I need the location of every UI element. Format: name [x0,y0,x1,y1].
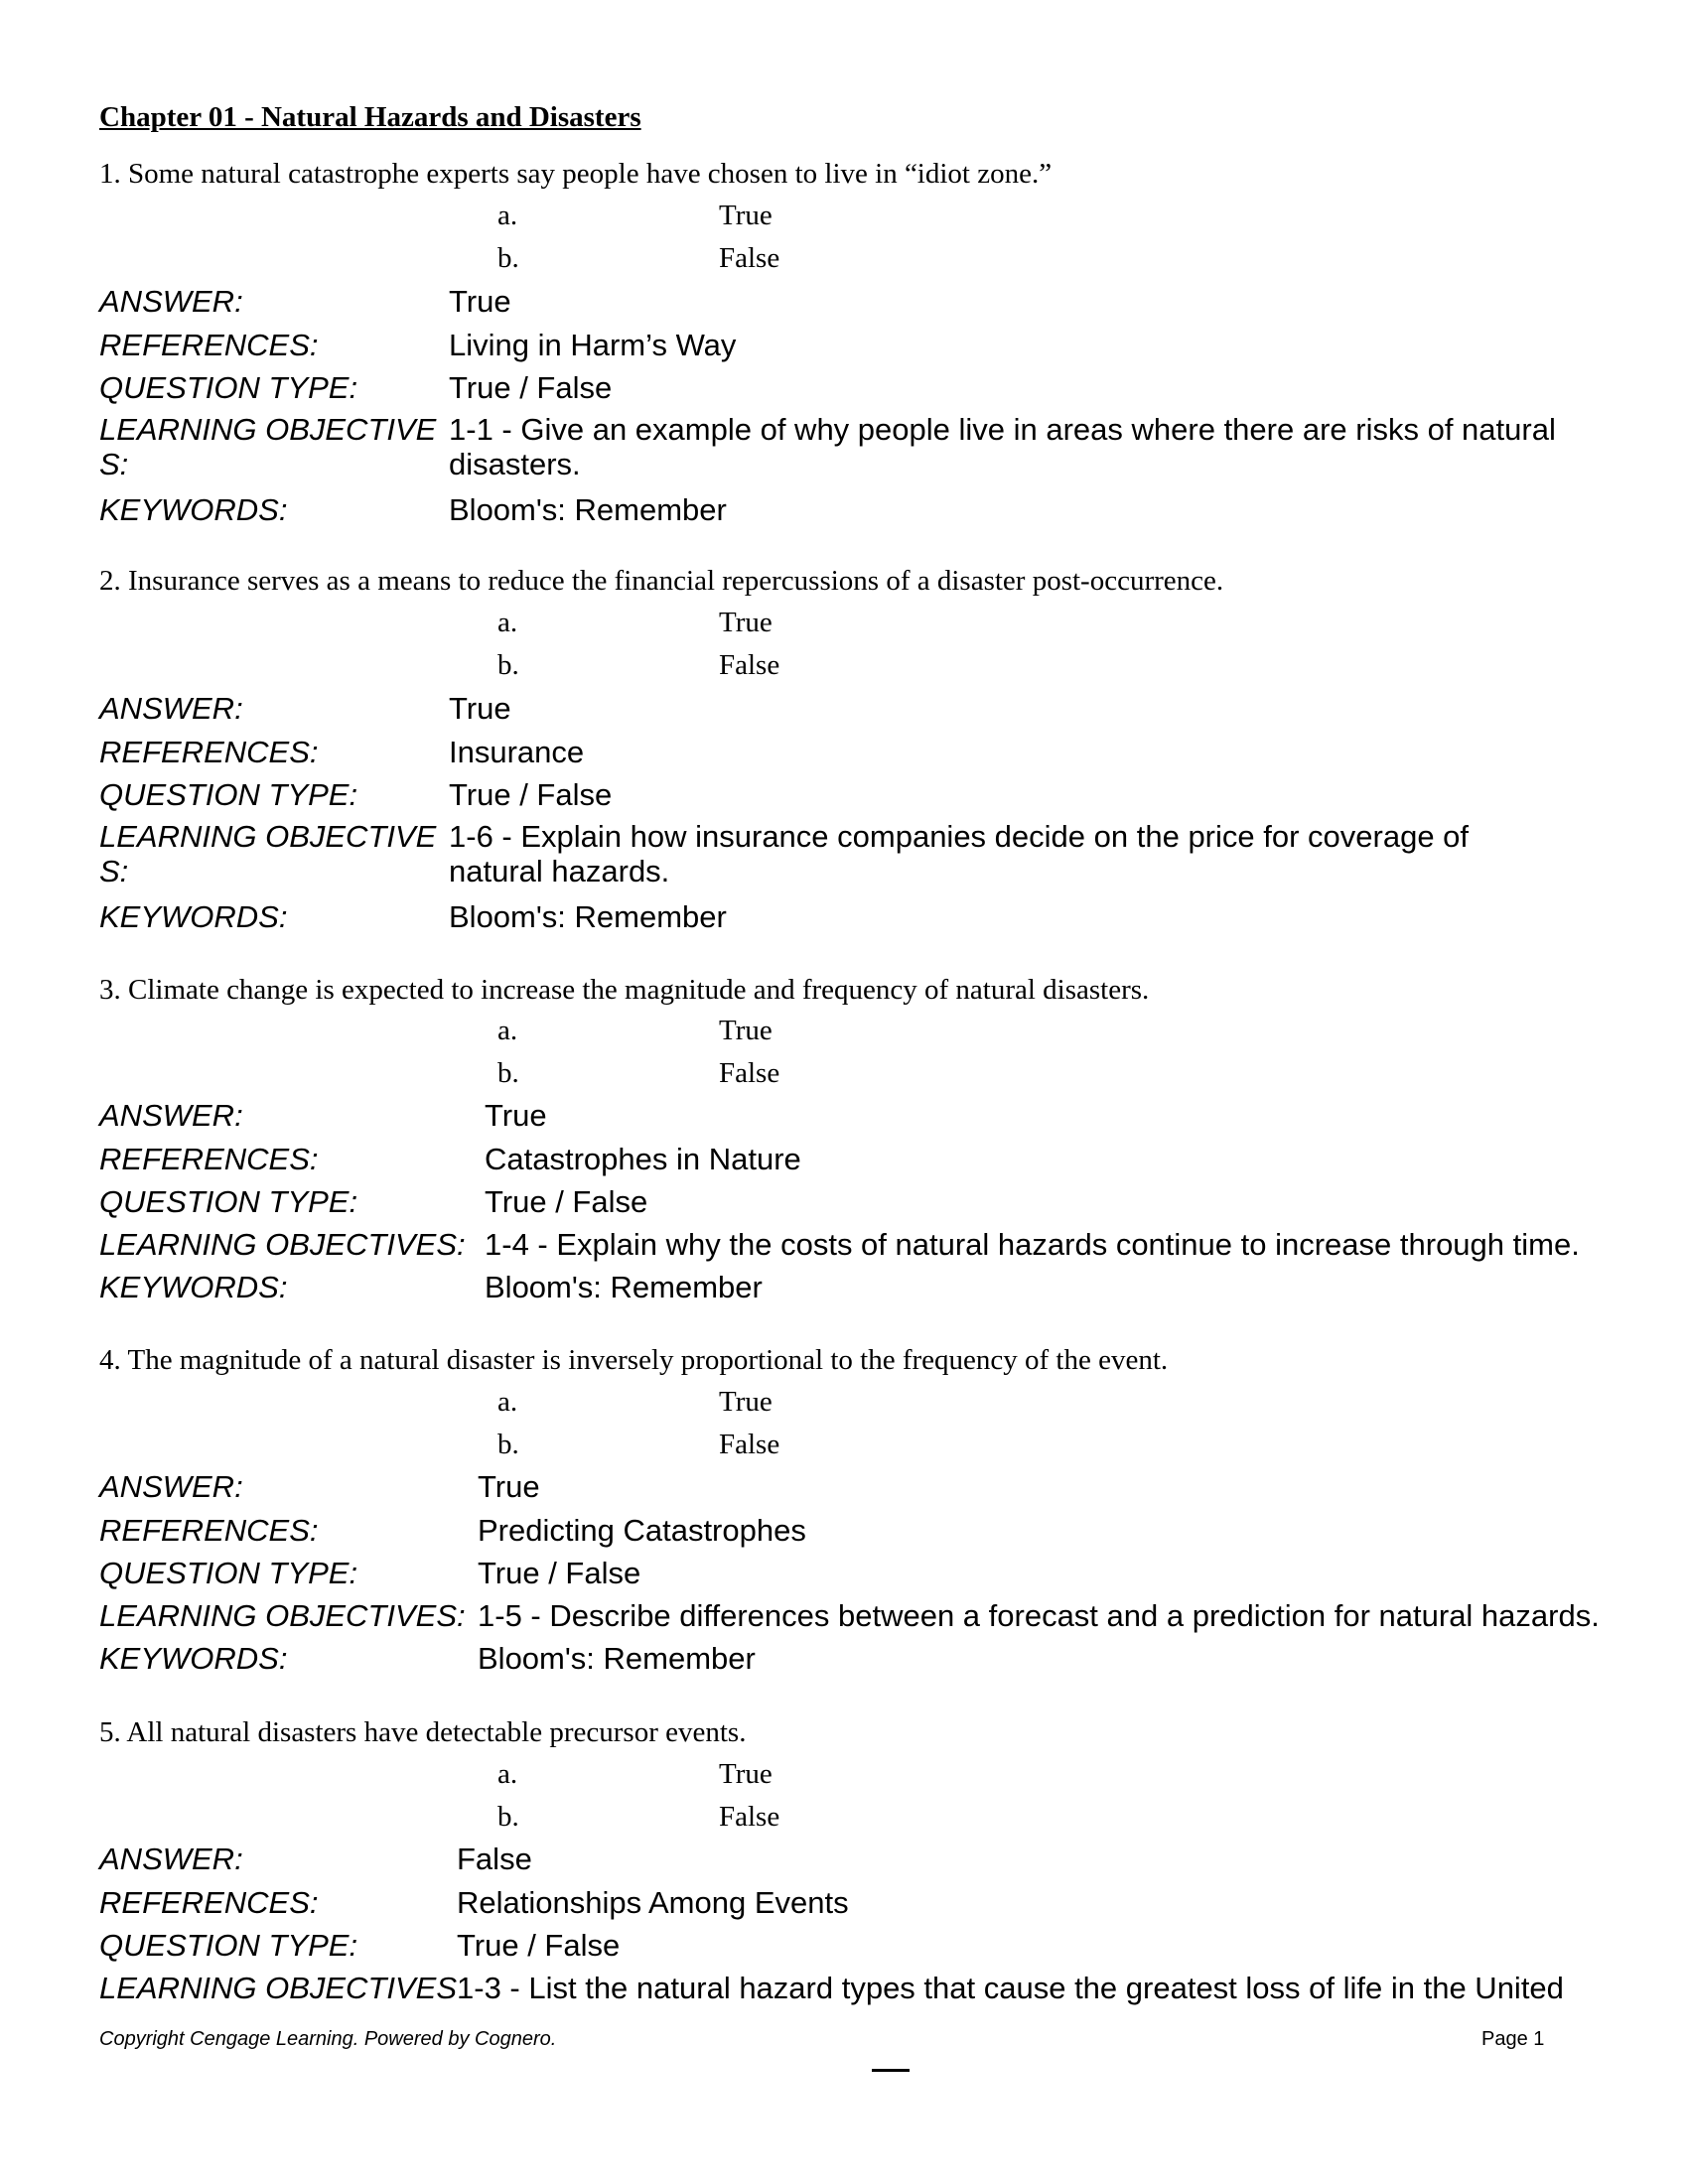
option-a-value: True [719,1015,773,1046]
learning-objectives-value: 1-6 - Explain how insurance companies decide on the price for coverage of natural hazards. [449,819,1470,888]
answer-label: ANSWER: [99,1842,243,1876]
option-a-value: True [719,1758,773,1790]
page-number: Page 1 [1481,2028,1545,2050]
option-b-letter: b. [497,1057,519,1089]
keywords-label: KEYWORDS: [99,1270,288,1304]
references-label: REFERENCES: [99,1885,319,1920]
question-type-label: QUESTION TYPE: [99,1556,358,1590]
learning-objectives-value: 1-4 - Explain why the costs of natural hazards continue to increase through time. [485,1227,1580,1262]
references-value: Living in Harm’s Way [449,328,737,362]
option-b-letter: b. [497,649,519,681]
answer-value: False [457,1842,532,1876]
learning-objectives-value: 1-1 - Give an example of why people live in areas where there are risks of natural disasters. [449,412,1556,481]
learning-objectives-label: LEARNING OBJECTIVES [99,1971,458,2005]
answer-value: True [478,1469,540,1504]
question-type-label: QUESTION TYPE: [99,1184,358,1219]
keywords-label: KEYWORDS: [99,492,288,527]
references-label: REFERENCES: [99,328,319,362]
question-type-value: True / False [485,1184,648,1219]
answer-label: ANSWER: [99,1469,243,1504]
option-a-value: True [719,200,773,231]
copyright-footer: Copyright Cengage Learning. Powered by Cognero. [99,2028,557,2050]
option-b-value: False [719,649,780,681]
references-value: Catastrophes in Nature [485,1142,801,1176]
learning-objectives-label: LEARNING OBJECTIVES: [99,1227,466,1262]
keywords-value: Bloom's: Remember [485,1270,763,1304]
chapter-title: Chapter 01 - Natural Hazards and Disasters [99,101,641,133]
learning-objectives-label: LEARNING OBJECTIVES: [99,1598,466,1633]
keywords-value: Bloom's: Remember [478,1641,756,1676]
keywords-value: Bloom's: Remember [449,899,727,934]
answer-value: True [449,691,511,726]
learning-objectives-label: LEARNING OBJECTIVE S: [99,412,437,481]
learning-objectives-value: 1-5 - Describe differences between a forecast and a prediction for natural hazards. [478,1598,1600,1633]
question-text: 2. Insurance serves as a means to reduce the financial repercussions of a disaster post-occurrence. [99,565,1224,597]
question-type-value: True / False [478,1556,641,1590]
keywords-label: KEYWORDS: [99,899,288,934]
references-value: Relationships Among Events [457,1885,849,1920]
option-a-letter: a. [497,200,518,231]
option-a-letter: a. [497,607,518,638]
question-type-value: True / False [457,1928,621,1963]
option-b-value: False [719,1801,780,1833]
keywords-label: KEYWORDS: [99,1641,288,1676]
question-type-value: True / False [449,370,613,405]
option-a-letter: a. [497,1015,518,1046]
answer-value: True [449,284,511,319]
learning-objectives-value: 1-3 - List the natural hazard types that cause the greatest loss of life in the United [457,1971,1564,2005]
question-type-value: True / False [449,777,613,812]
page-break-mark [872,2069,910,2072]
option-b-value: False [719,1429,780,1460]
option-b-letter: b. [497,242,519,274]
answer-label: ANSWER: [99,284,243,319]
option-a-value: True [719,607,773,638]
option-a-letter: a. [497,1386,518,1418]
learning-objectives-label: LEARNING OBJECTIVE S: [99,819,437,888]
references-label: REFERENCES: [99,1142,319,1176]
option-b-letter: b. [497,1801,519,1833]
question-text: 1. Some natural catastrophe experts say people have chosen to live in “idiot zone.” [99,158,1053,190]
question-type-label: QUESTION TYPE: [99,370,358,405]
references-label: REFERENCES: [99,1513,319,1548]
question-type-label: QUESTION TYPE: [99,777,358,812]
references-value: Insurance [449,735,585,769]
references-label: REFERENCES: [99,735,319,769]
option-b-value: False [719,1057,780,1089]
question-type-label: QUESTION TYPE: [99,1928,358,1963]
option-b-value: False [719,242,780,274]
question-text: 3. Climate change is expected to increase the magnitude and frequency of natural disasters. [99,974,1150,1006]
option-a-value: True [719,1386,773,1418]
question-text: 4. The magnitude of a natural disaster is inversely proportional to the frequency of the event. [99,1344,1169,1376]
answer-label: ANSWER: [99,691,243,726]
question-text: 5. All natural disasters have detectable precursor events. [99,1716,747,1748]
answer-value: True [485,1098,547,1133]
references-value: Predicting Catastrophes [478,1513,806,1548]
keywords-value: Bloom's: Remember [449,492,727,527]
option-a-letter: a. [497,1758,518,1790]
option-b-letter: b. [497,1429,519,1460]
answer-label: ANSWER: [99,1098,243,1133]
